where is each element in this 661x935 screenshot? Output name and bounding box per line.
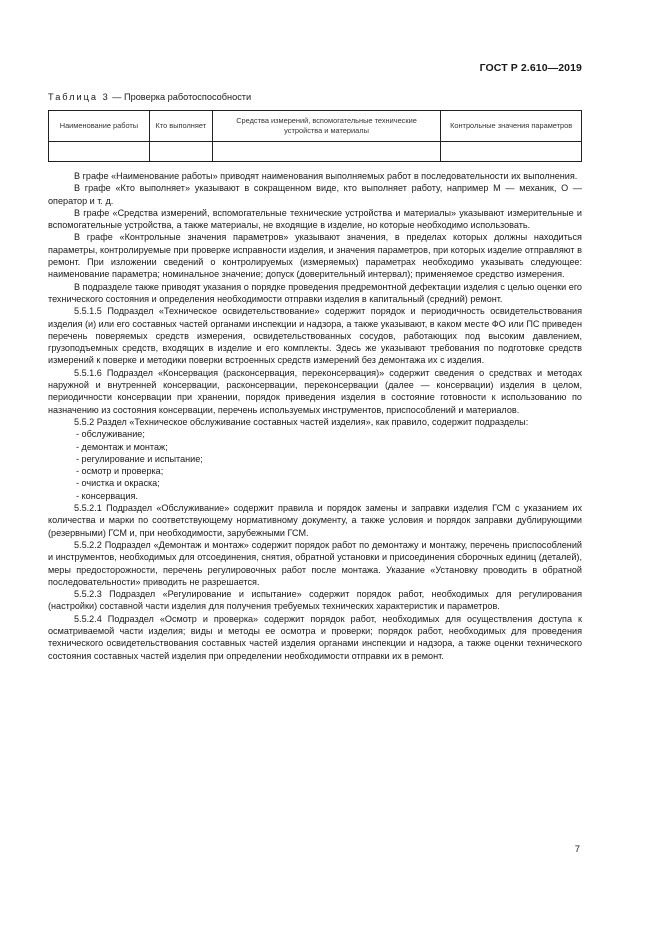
- paragraph: В графе «Кто выполняет» указывают в сокращенном виде, кто выполняет работу, например М — механик, О — оператор и т. д.: [48, 183, 582, 206]
- list-item: - консервация.: [76, 490, 138, 501]
- table-cell: [212, 142, 440, 162]
- col-header-control-values: Контрольные значения параметров: [441, 111, 582, 142]
- paragraph: 5.5.2.1 Подраздел «Обслуживание» содержит правила и порядок замены и заправки изделия ГСМ с указанием их количества и марки по соответствующему нормативному документу, а также условия и порядок заправки дублирующими (резервными) ГСМ и, при необходимости, зарубежными ГСМ.: [48, 503, 582, 538]
- table-cell: [441, 142, 582, 162]
- list-item: - обслуживание;: [76, 429, 145, 440]
- paragraph: В подразделе также приводят указания о порядке проведения предремонтной дефектации изделия с целью оценки его технического состояния и определения необходимости отправки изделия в капитальный (средний) ремонт.: [48, 281, 582, 304]
- table-caption-label: Таблица 3: [48, 92, 110, 102]
- paragraph: 5.5.2.2 Подраздел «Демонтаж и монтаж» содержит порядок работ по демонтажу и монтажу, перечень приспособлений и инструментов, необходимых для отсоединения, снятия, обратной установки и присоединения сборочных единиц (деталей), меры предосторожности, перечень регулировочных работ после монтажа. Указание «Установку проводить в обратной последовательности» приводить не разрешается.: [48, 539, 582, 587]
- list-item: - демонтаж и монтаж;: [76, 441, 168, 452]
- paragraph: В графе «Средства измерений, вспомогательные технические устройства и материалы» указывают измерительные и вспомогательные устройства, а также материалы, не входящие в изделие, но которые необходимо использовать.: [48, 207, 582, 231]
- table-3: [48, 110, 582, 162]
- paragraph: 5.5.2.4 Подраздел «Осмотр и проверка» содержит порядок работ, необходимых для осуществления доступа к осматриваемой части изделия; виды и методы ее осмотра и проверки; порядок работ, необходимых для проведения технического освидетельствования составных частей изделия органами инспекции и надзора, а также оценки технического состояния составных частей изделия при определении необходимости отправки их в ремонт.: [48, 613, 582, 661]
- body-text: [48, 170, 582, 662]
- paragraph: 5.5.2 Раздел «Техническое обслуживание составных частей изделия», как правило, содержит подразделы:: [74, 416, 529, 427]
- list-item: - очистка и окраска;: [76, 478, 160, 489]
- document-code: ГОСТ Р 2.610—2019: [479, 62, 582, 74]
- table-cell: [49, 142, 150, 162]
- table-caption: [48, 92, 251, 102]
- table-cell: [149, 142, 212, 162]
- paragraph: 5.5.1.5 Подраздел «Техническое освидетельствование» содержит порядок и периодичность освидетельствования изделия (и) или его составных частей органами инспекции и надзора, а также указывают, в каком месте ФО или ПС приведен перечень поверяемых средств измерения, освидетельствованных сосудов, работающих под высоким давлением, грузоподъемных средств, входящих в изделие и его комплекты. Здесь же указывают требования по подготовке средств измерений к поверке и методики поверки встроенных средств измерений без демонтажа их с изделия.: [48, 306, 582, 366]
- list-item: - регулирование и испытание;: [76, 453, 203, 464]
- paragraph: 5.5.2.3 Подраздел «Регулирование и испытание» содержит порядок работ, необходимых для регулирования (настройки) составной части изделия для получения требуемых технических характеристик и параметров.: [48, 589, 582, 612]
- list-item: - осмотр и проверка;: [76, 466, 164, 477]
- table-row: [49, 142, 582, 162]
- col-header-tools: Средства измерений, вспомогательные технические устройства и материалы: [212, 111, 440, 142]
- col-header-performer: Кто выполняет: [149, 111, 212, 142]
- col-header-work-name: Наименование работы: [49, 111, 150, 142]
- table-caption-title: — Проверка работоспособности: [109, 92, 252, 102]
- paragraph: В графе «Контрольные значения параметров» указывают значения, в пределах которых должны находиться параметры, контролируемые при проверке исправности изделия, и значения параметров, при которых изделие отправляют в ремонт. При изложении сведений о контролируемых (измеряемых) параметрах необходимо указывать следующее: наименование параметра; номинальное значение; допуск (доверительный интервал); применяемое средство измерения.: [48, 232, 582, 280]
- table-header-row: [49, 111, 582, 142]
- page-number: 7: [574, 844, 580, 855]
- paragraph: В графе «Наименование работы» приводят наименования выполняемых работ в последовательности их выполнения.: [74, 171, 578, 181]
- paragraph: 5.5.1.6 Подраздел «Консервация (расконсервация, переконсервация)» содержит сведения о средствах и методах наружной и внутренней консервации, расконсервации, переконсервации (далее — консервации) изделия в целом, периодичности консервации при хранении, порядок приведения изделия в состояние готовности к использованию по назначению из состояния консервации, перечень используемых инструментов, приспособлений и материалов.: [48, 367, 582, 415]
